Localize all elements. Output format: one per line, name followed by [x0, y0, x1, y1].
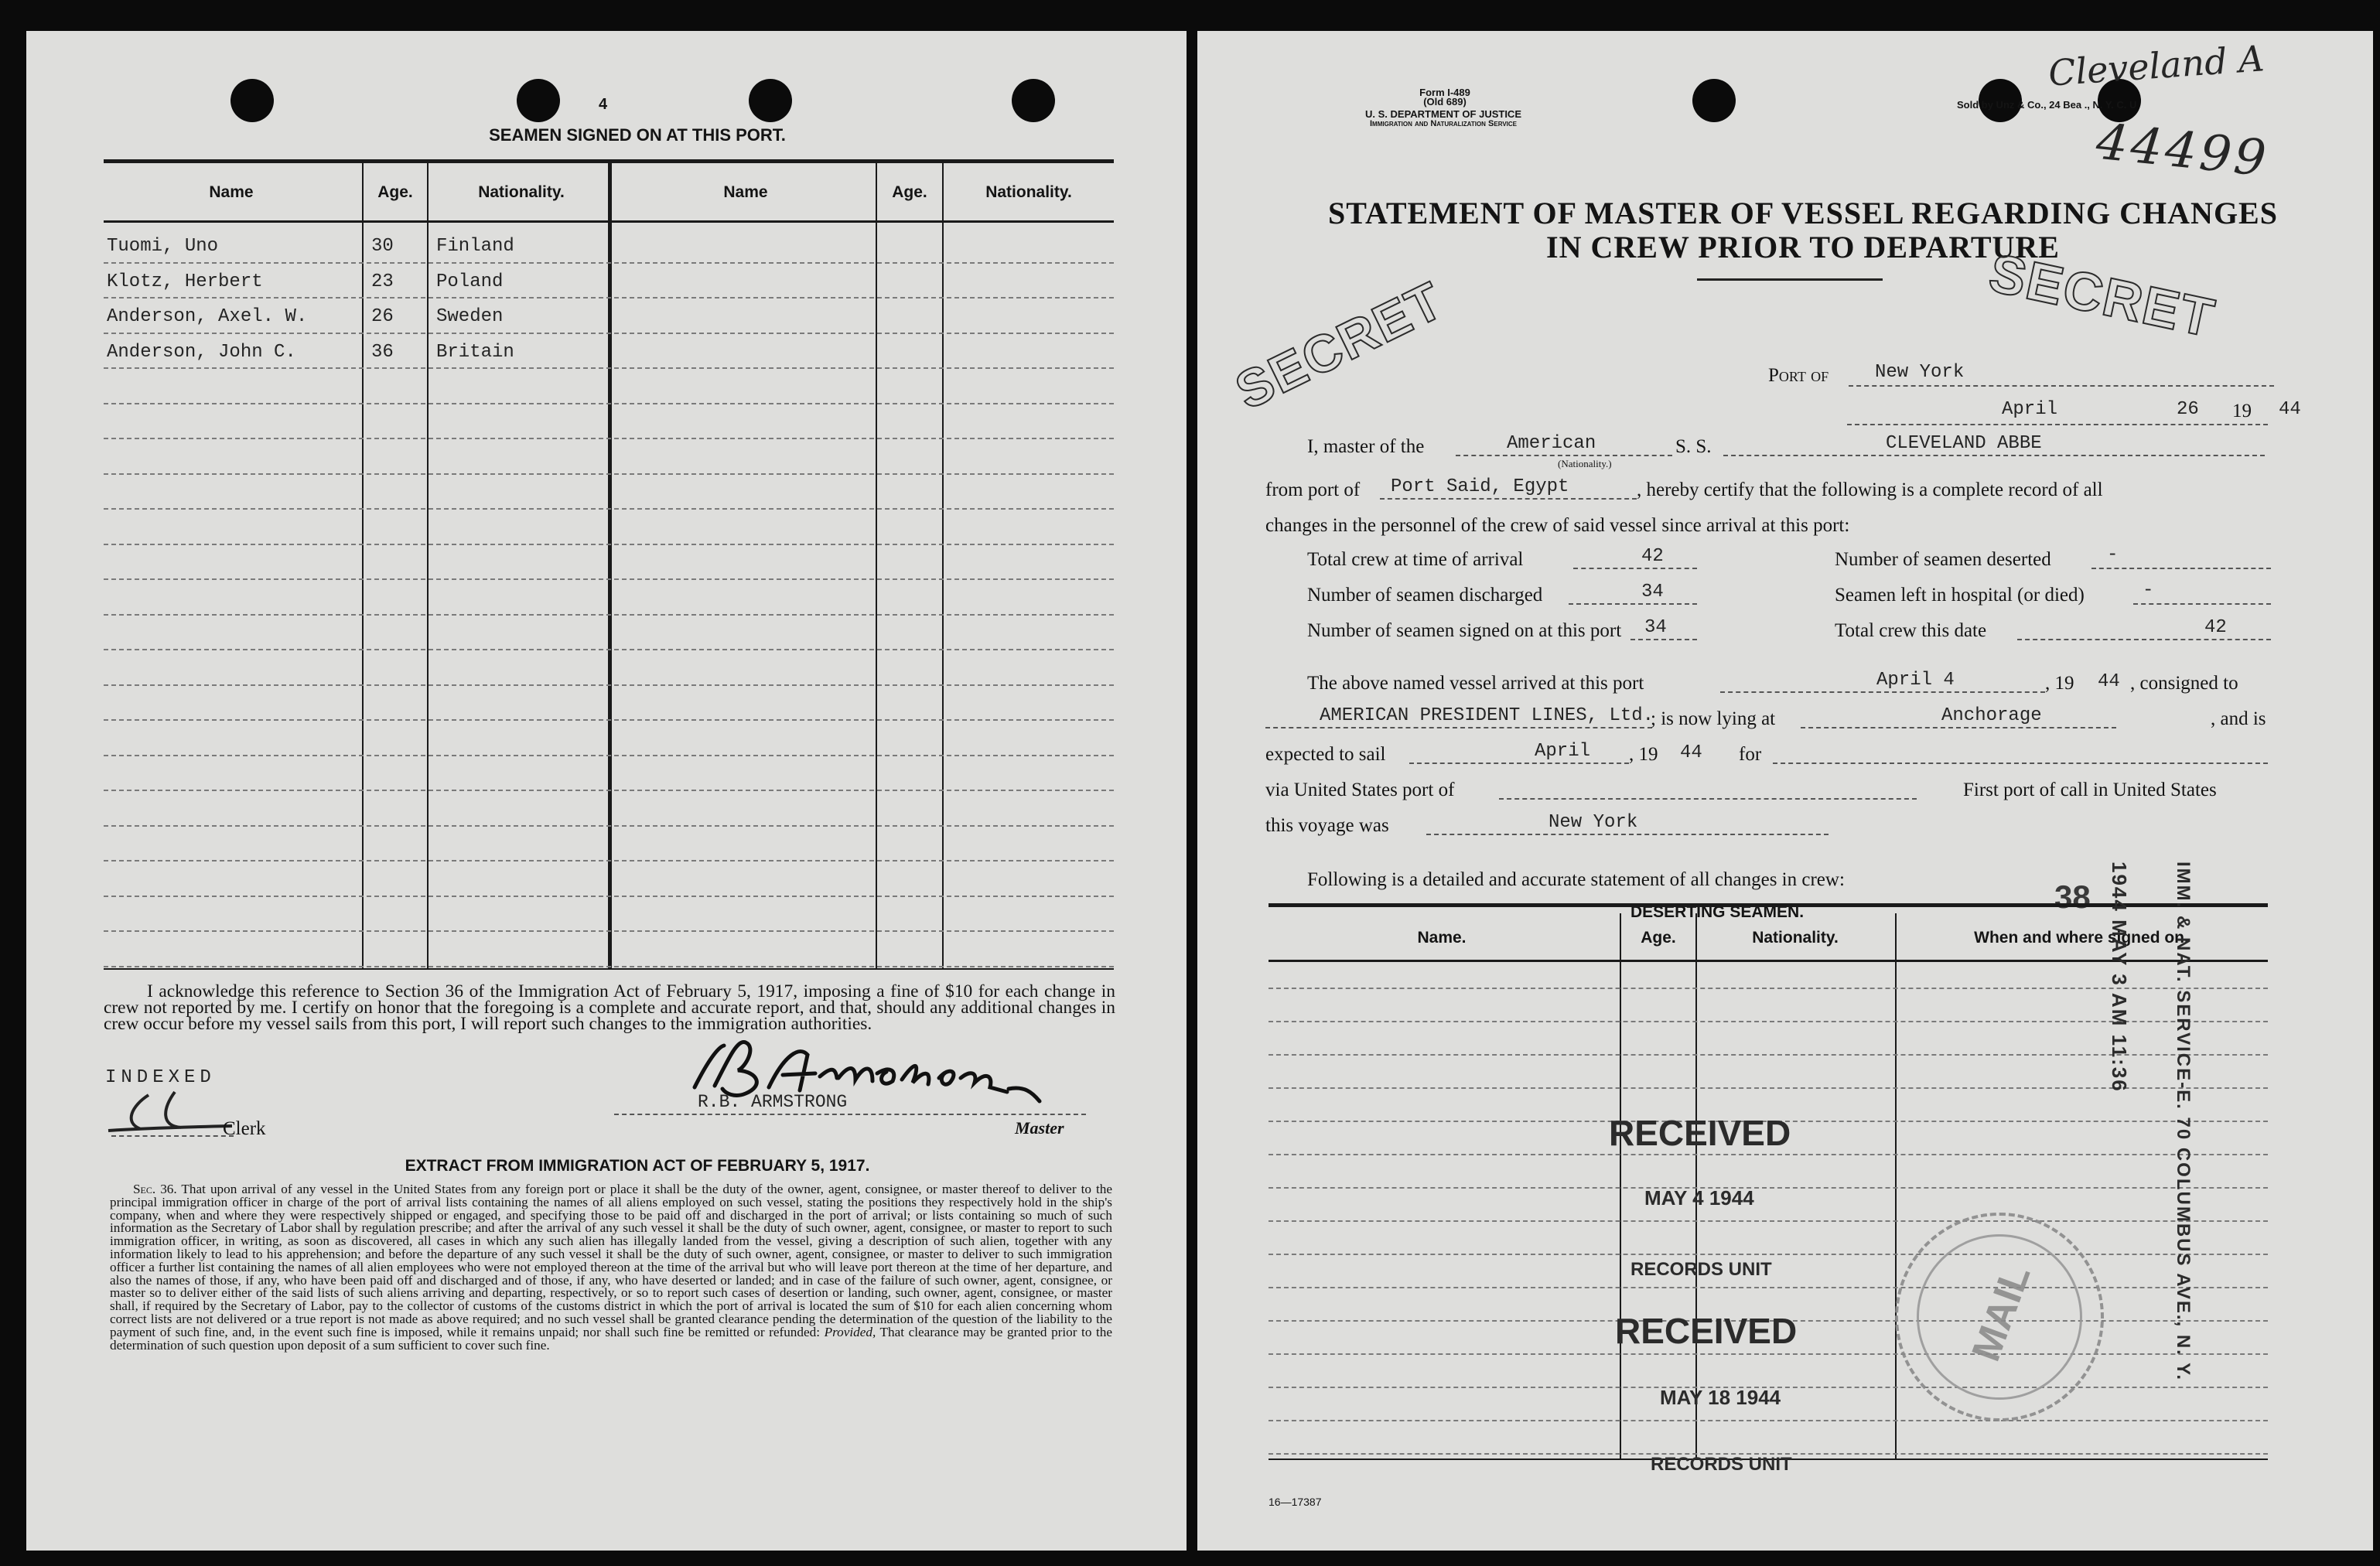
seller-note: Sold by Unz & Co., 24 Bea ., N. Y. C. U [1957, 99, 2137, 111]
signed-on-label: Number of seamen signed on at this port [1307, 620, 1622, 641]
form-old-number: (Old 689) [1423, 96, 1467, 107]
secret-stamp-left: SECRET [1226, 270, 1453, 421]
table-row-rule [104, 790, 1114, 791]
seamen-signed-on-table [104, 159, 1114, 970]
extract-text [110, 1183, 1112, 1352]
port-value: New York [1875, 362, 1965, 383]
date-year-prefix: 19 [2232, 401, 2252, 421]
desert-column-age: Age. [1641, 929, 1676, 947]
consignee-line [1265, 727, 1652, 728]
table-row-rule [104, 297, 1114, 299]
certify-text: , hereby certify that the following is a complete record of all [1637, 479, 2103, 500]
left-page [26, 31, 1187, 1551]
expected-label: expected to sail [1265, 744, 1386, 765]
table-row-rule [104, 896, 1114, 897]
right-page [1197, 31, 2373, 1551]
date-field-line [1847, 424, 2268, 425]
table-row-rule [104, 438, 1114, 439]
clerk-line [111, 1135, 234, 1137]
hospital-value: - [2143, 580, 2154, 601]
via-label: via United States port of [1265, 780, 1455, 800]
crew-age: 23 [371, 271, 394, 292]
deserted-value: - [2107, 544, 2119, 565]
table-row-rule [104, 544, 1114, 545]
records-unit-2: RECORDS UNIT [1651, 1454, 1792, 1475]
total-crew-date-value: 42 [2204, 617, 2227, 638]
mail-postmark-text: MAIL [1963, 1259, 2040, 1367]
table-row-rule [104, 930, 1114, 932]
page-number: 4 [599, 96, 608, 113]
voyage-port: New York [1549, 812, 1638, 833]
sail-year-prefix: , 19 [1629, 744, 1658, 765]
extract-title: EXTRACT FROM IMMIGRATION ACT OF FEBRUARY 5, 1917. [405, 1157, 870, 1175]
crew-age: 26 [371, 306, 394, 327]
column-divider [942, 163, 944, 968]
discharged-value: 34 [1641, 582, 1664, 602]
crew-name: Anderson, John C. [107, 341, 296, 363]
nationality-value: American [1507, 433, 1596, 454]
received-stamp-2: RECEIVED [1615, 1311, 1798, 1351]
extract-end: That clearance may be granted prior to the determination of such question upon deposit of a sum sufficient to cover such fine. [110, 1324, 1112, 1353]
records-unit-1: RECORDS UNIT [1630, 1259, 1772, 1280]
port-field-line [1849, 385, 2274, 387]
desert-column-signed-on: When and where signed on. [1974, 929, 2189, 947]
punch-hole [1692, 79, 1736, 122]
crew-nationality: Finland [436, 236, 514, 257]
arrived-label: The above named vessel arrived at this port [1307, 673, 1644, 694]
sail-year: 44 [1680, 742, 1702, 763]
table-row-rule [104, 684, 1114, 686]
crew-age: 36 [371, 341, 394, 363]
signed-on-line [1630, 639, 1697, 640]
form-code: 16—17387 [1269, 1496, 1322, 1508]
lying-label: ; is now lying at [1651, 708, 1776, 729]
table-row-rule [104, 966, 1114, 967]
service-name: Immigration and Naturalization Service [1369, 119, 1517, 128]
signed-on-value: 34 [1644, 617, 1667, 638]
total-crew-arrival-value: 42 [1641, 546, 1664, 567]
desert-column-divider [1895, 913, 1897, 1459]
form-number: Form I-489 [1419, 87, 1470, 98]
clerk-label: Clerk [223, 1118, 266, 1139]
first-port-label: First port of call in United States [1963, 780, 2217, 800]
nationality-caption: (Nationality.) [1558, 458, 1612, 469]
arrived-date: April 4 [1876, 670, 1955, 691]
column-divider [427, 163, 429, 968]
master-typed-name: R.B. ARMSTRONG [698, 1092, 848, 1112]
desert-column-name: Name. [1417, 929, 1467, 947]
column-divider [362, 163, 364, 968]
mail-postmark [1895, 1213, 2104, 1421]
desert-column-divider [1620, 913, 1621, 1459]
secret-stamp-right: SECRET [1984, 242, 2221, 349]
table-row-rule [104, 825, 1114, 827]
column-header-nationality: Nationality. [478, 183, 565, 201]
vertical-office-stamp: IMM. & NAT. SERVICE-E. 70 COLUMBUS AVE., N. Y. [2173, 861, 2194, 1382]
handwritten-file-number: 44499 [2093, 113, 2272, 189]
table-row-rule [104, 755, 1114, 756]
total-crew-date-line [2017, 639, 2271, 640]
crew-nationality: Poland [436, 271, 504, 292]
crew-age: 30 [371, 236, 394, 257]
vessel-name: CLEVELAND ABBE [1886, 433, 2042, 454]
column-header-age: Age. [377, 183, 413, 201]
table-row-rule [104, 367, 1114, 369]
deserted-label: Number of seamen deserted [1835, 549, 2051, 570]
column-header-age-2: Age. [892, 183, 927, 201]
vertical-date-stamp: 1944 MAY 3 AM 11:36 [2108, 861, 2131, 1093]
desert-column-nationality: Nationality. [1752, 929, 1839, 947]
for-line [1773, 763, 2268, 764]
master-signature-line [614, 1114, 1086, 1115]
vessel-field-line [1723, 455, 2265, 456]
left-page-title: SEAMEN SIGNED ON AT THIS PORT. [489, 125, 786, 145]
lying-line [1801, 727, 2116, 728]
lying-value: Anchorage [1941, 705, 2042, 726]
extract-section: Sec. 36. [133, 1182, 177, 1196]
from-port-value: Port Said, Egypt [1391, 476, 1569, 497]
nationality-field-line [1456, 455, 1672, 456]
consigned-label: , consigned to [2130, 673, 2238, 694]
arrived-line [1720, 691, 2045, 693]
extract-provided: Provided, [824, 1324, 876, 1339]
table-row-rule [104, 403, 1114, 404]
acknowledgement-text: I acknowledge this reference to Section 36 of the Immigration Act of February 5, 1917, imposing a fine of $10 for each change in crew not reported by me. I certify on honor that the foregoing is a complete and accurate report, and that, should any additional changes in crew occur before my vessel sails from this port, I will report such changes to the immigration authorities. [104, 981, 1115, 1034]
column-header-name-2: Name [723, 183, 768, 201]
form-title-line2: IN CREW PRIOR TO DEPARTURE [1546, 230, 2060, 264]
port-label: Port of [1768, 365, 1829, 386]
date-day: 26 [2177, 399, 2199, 420]
title-rule [1697, 278, 1883, 281]
received-stamp-1: RECEIVED [1609, 1113, 1791, 1153]
extract-body: That upon arrival of any vessel in the United States from any foreign port or place it shall be the duty of the owner, agent, consignee, or master thereof to deliver to the principal immigration officer in charge of the port of arrival lists containing the names of all aliens employed on such vessel, stating the positions they respectively hold in the ship's company, when and where they were respectively shipped or engaged, and specifying those to be paid off and discharged in the port of arrival; or lists containing so much of such information as the Secretary of Labor shall by regulation prescribe; and after the arrival of any such vessel it shall be the duty of such owner, agent, consignee, or master to report to such immigration officer, in writing, as soon as discovered, all cases in which any such alien has illegally landed from the vessel, giving a description of such alien, together with any information likely to lead to his apprehension; and before the departure of any such vessel it shall be the duty of such owner, agent, consignee, or master to deliver to such immigration officer a further list containing the names of all alien employees who were not employed thereon at the time of the arrival but who will leave port thereon at the time of her departure, and also the names of those, if any, who have been paid off and discharged and of those, if any, who have deserted or landed; and in case of the failure of such owner, agent, consignee, or master so to deliver either of the said lists of such aliens arriving and departing, respectively, or so to report such cases of desertion or landing, such owner, agent, consignee, or master shall, if required by the Secretary of Labor, pay to the collector of customs of the customs district in which the port of arrival is located the sum of $10 for each alien concerning whom correct lists are not delivered or a true report is not made as above required; and no such vessel shall be granted clearance pending the determination of the question of the liability to the payment of such fine, and, in the event such fine is imposed, while it remains unpaid; nor shall such fine be remitted or refunded: [110, 1182, 1112, 1339]
consignee-value: AMERICAN PRESIDENT LINES, Ltd. [1320, 705, 1654, 726]
stamp-number-38: 38 [2054, 879, 2091, 915]
column-divider [876, 163, 877, 968]
table-row-rule [104, 508, 1114, 510]
arrived-year-prefix: , 19 [2045, 673, 2074, 694]
table-row-rule [104, 578, 1114, 580]
hospital-label: Seamen left in hospital (or died) [1835, 585, 2085, 606]
table-row-rule [104, 860, 1114, 861]
discharged-line [1569, 603, 1697, 605]
column-header-nationality-2: Nationality. [985, 183, 1072, 201]
arrived-year: 44 [2098, 671, 2120, 692]
voyage-label: this voyage was [1265, 815, 1389, 836]
date-year: 44 [2279, 399, 2301, 420]
table-row-rule [104, 473, 1114, 475]
total-crew-arrival-line [1573, 568, 1697, 569]
handwritten-vessel-note: Cleveland A [2047, 37, 2266, 94]
received-date-1: MAY 4 1944 [1644, 1186, 1754, 1209]
sail-line [1409, 763, 1629, 764]
form-block [1383, 88, 1507, 107]
from-port-label: from port of [1265, 479, 1361, 500]
changes-text: changes in the personnel of the crew of said vessel since arrival at this port: [1265, 515, 1850, 536]
table-row-rule [1269, 1353, 2268, 1355]
for-label: for [1739, 744, 1762, 765]
crew-nationality: Britain [436, 341, 514, 363]
column-header-name: Name [209, 183, 254, 201]
from-port-field-line [1380, 498, 1637, 500]
following-label: Following is a detailed and accurate statement of all changes in crew: [1307, 869, 1845, 890]
total-crew-arrival-label: Total crew at time of arrival [1307, 549, 1524, 570]
crew-nationality: Sweden [436, 306, 504, 327]
voyage-line [1426, 834, 1829, 835]
table-row-rule [1269, 1420, 2268, 1421]
punch-hole [230, 79, 274, 122]
hospital-line [2133, 603, 2271, 605]
punch-hole [517, 79, 560, 122]
sail-month: April [1535, 741, 1591, 762]
department-name: U. S. DEPARTMENT OF JUSTICE [1365, 108, 1521, 120]
indexed-stamp: INDEXED [105, 1067, 216, 1088]
ss-label: S. S. [1675, 436, 1712, 457]
crew-name: Anderson, Axel. W. [107, 306, 308, 327]
punch-hole [749, 79, 792, 122]
table-row-rule [104, 262, 1114, 264]
deserted-line [2091, 568, 2271, 569]
form-title-line1: STATEMENT OF MASTER OF VESSEL REGARDING CHANGES [1328, 196, 2278, 230]
total-crew-date-label: Total crew this date [1835, 620, 1987, 641]
received-date-2: MAY 18 1944 [1660, 1386, 1781, 1409]
master-of-label: I, master of the [1307, 436, 1425, 457]
table-row-rule [104, 614, 1114, 616]
table-row-rule [104, 719, 1114, 721]
via-line [1499, 798, 1917, 800]
date-month: April [2002, 399, 2058, 420]
table-row-rule [104, 649, 1114, 650]
column-divider [608, 163, 612, 968]
table-row-rule [104, 333, 1114, 334]
desert-title: DESERTING SEAMEN. [1630, 903, 1805, 921]
punch-hole [1012, 79, 1055, 122]
discharged-label: Number of seamen discharged [1307, 585, 1543, 606]
and-is-label: , and is [2211, 708, 2266, 729]
master-label: Master [1015, 1118, 1064, 1138]
crew-name: Klotz, Herbert [107, 271, 263, 292]
crew-name: Tuomi, Uno [107, 236, 219, 257]
